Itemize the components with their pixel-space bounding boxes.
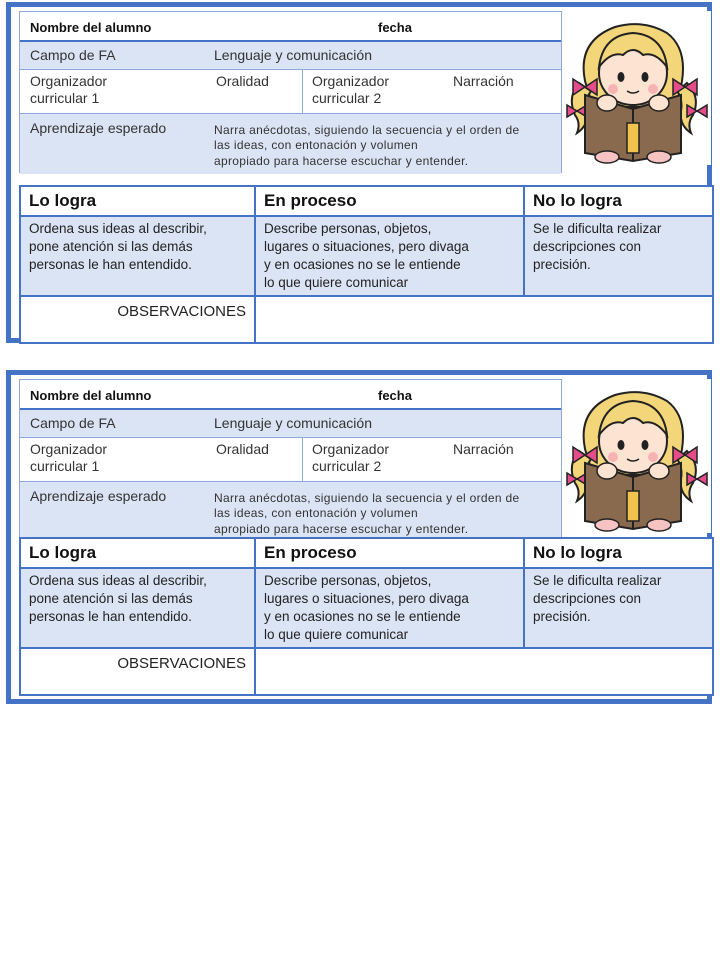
girl-reading-illustration <box>563 11 711 165</box>
organizer-row <box>20 70 561 114</box>
observations-label: OBSERVACIONES <box>20 296 255 343</box>
expected-learning-text-line1: Narra anécdotas, siguiendo la secuencia y el orden de <box>214 491 520 505</box>
observations-field[interactable] <box>255 648 713 695</box>
in-process-line: Describe personas, objetos, <box>264 221 432 236</box>
evaluation-card-1 <box>6 2 712 343</box>
field-value: Lenguaje y comunicación <box>214 415 372 431</box>
rubric-criteria-row <box>20 568 713 648</box>
achieved-header: Lo logra <box>20 538 255 568</box>
not-achieved-line: descripciones con <box>533 591 642 606</box>
not-achieved-line: Se le dificulta realizar <box>533 573 662 588</box>
in-process-header: En proceso <box>255 186 524 216</box>
expected-learning-label: Aprendizaje esperado <box>30 120 167 136</box>
in-process-criteria <box>255 216 524 296</box>
student-name-label: Nombre del alumno <box>30 20 152 35</box>
expected-learning-text-line3: apropiado para hacerse escuchar y entender. <box>214 522 469 536</box>
not-achieved-line: precisión. <box>533 257 591 272</box>
organizer-1-label-line1: Organizador <box>30 73 108 89</box>
achieved-line: pone atención si las demás <box>29 239 193 254</box>
observations-row <box>20 296 713 343</box>
in-process-line: lugares o situaciones, pero divaga <box>264 239 469 254</box>
organizer-1-label-line1: Organizador <box>30 441 108 457</box>
achieved-criteria <box>20 568 255 648</box>
field-row <box>20 42 561 70</box>
achieved-header: Lo logra <box>20 186 255 216</box>
achieved-line: Ordena sus ideas al describir, <box>29 573 207 588</box>
not-achieved-header: No lo logra <box>524 186 713 216</box>
achieved-line: personas le han entendido. <box>29 257 192 272</box>
field-value: Lenguaje y comunicación <box>214 47 372 63</box>
girl-reading-illustration <box>563 379 711 533</box>
organizer-1-label-line2: curricular 1 <box>30 90 100 106</box>
expected-learning-row <box>20 114 561 174</box>
organizer-1-value: Oralidad <box>216 73 269 89</box>
date-label: fecha <box>378 20 412 35</box>
girl-reading-icon <box>563 11 711 165</box>
expected-learning-label: Aprendizaje esperado <box>30 488 167 504</box>
rubric-header-row <box>20 538 713 568</box>
student-info-table <box>19 379 562 541</box>
not-achieved-header: No lo logra <box>524 538 713 568</box>
evaluation-rubric-table <box>19 185 714 344</box>
in-process-line: lugares o situaciones, pero divaga <box>264 591 469 606</box>
girl-reading-icon <box>563 379 711 533</box>
in-process-line: lo que quiere comunicar <box>264 627 409 642</box>
organizer-2-label-line2: curricular 2 <box>312 90 382 106</box>
organizer-2-value: Narración <box>453 73 514 89</box>
organizer-2-value: Narración <box>453 441 514 457</box>
expected-learning-row <box>20 482 561 542</box>
rubric-criteria-row <box>20 216 713 296</box>
evaluation-rubric-table <box>19 537 714 696</box>
student-info-table <box>19 11 562 173</box>
observations-field[interactable] <box>255 296 713 343</box>
rubric-header-row <box>20 186 713 216</box>
observations-row <box>20 648 713 695</box>
achieved-line: pone atención si las demás <box>29 591 193 606</box>
observations-label: OBSERVACIONES <box>20 648 255 695</box>
expected-learning-text-line1: Narra anécdotas, siguiendo la secuencia y el orden de <box>214 123 520 137</box>
field-label: Campo de FA <box>30 47 116 63</box>
not-achieved-criteria <box>524 568 713 648</box>
organizer-divider <box>302 70 303 113</box>
field-label: Campo de FA <box>30 415 116 431</box>
expected-learning-text-line3: apropiado para hacerse escuchar y entender. <box>214 154 469 168</box>
in-process-line: y en ocasiones no se le entiende <box>264 257 461 272</box>
achieved-line: Ordena sus ideas al describir, <box>29 221 207 236</box>
organizer-2-label-line2: curricular 2 <box>312 458 382 474</box>
organizer-1-value: Oralidad <box>216 441 269 457</box>
field-row <box>20 410 561 438</box>
achieved-criteria <box>20 216 255 296</box>
expected-learning-text-line2: las ideas, con entonación y volumen <box>214 138 418 152</box>
expected-learning-text-line2: las ideas, con entonación y volumen <box>214 506 418 520</box>
not-achieved-line: Se le dificulta realizar <box>533 221 662 236</box>
in-process-line: y en ocasiones no se le entiende <box>264 609 461 624</box>
student-name-row <box>20 12 561 42</box>
in-process-line: Describe personas, objetos, <box>264 573 432 588</box>
date-label: fecha <box>378 388 412 403</box>
organizer-row <box>20 438 561 482</box>
not-achieved-criteria <box>524 216 713 296</box>
not-achieved-line: precisión. <box>533 609 591 624</box>
organizer-divider <box>302 438 303 481</box>
organizer-2-label-line1: Organizador <box>312 441 390 457</box>
student-name-row <box>20 380 561 410</box>
organizer-1-label-line2: curricular 1 <box>30 458 100 474</box>
achieved-line: personas le han entendido. <box>29 609 192 624</box>
in-process-criteria <box>255 568 524 648</box>
organizer-2-label-line1: Organizador <box>312 73 390 89</box>
in-process-line: lo que quiere comunicar <box>264 275 409 290</box>
in-process-header: En proceso <box>255 538 524 568</box>
not-achieved-line: descripciones con <box>533 239 642 254</box>
evaluation-card-2 <box>6 370 712 704</box>
student-name-label: Nombre del alumno <box>30 388 152 403</box>
